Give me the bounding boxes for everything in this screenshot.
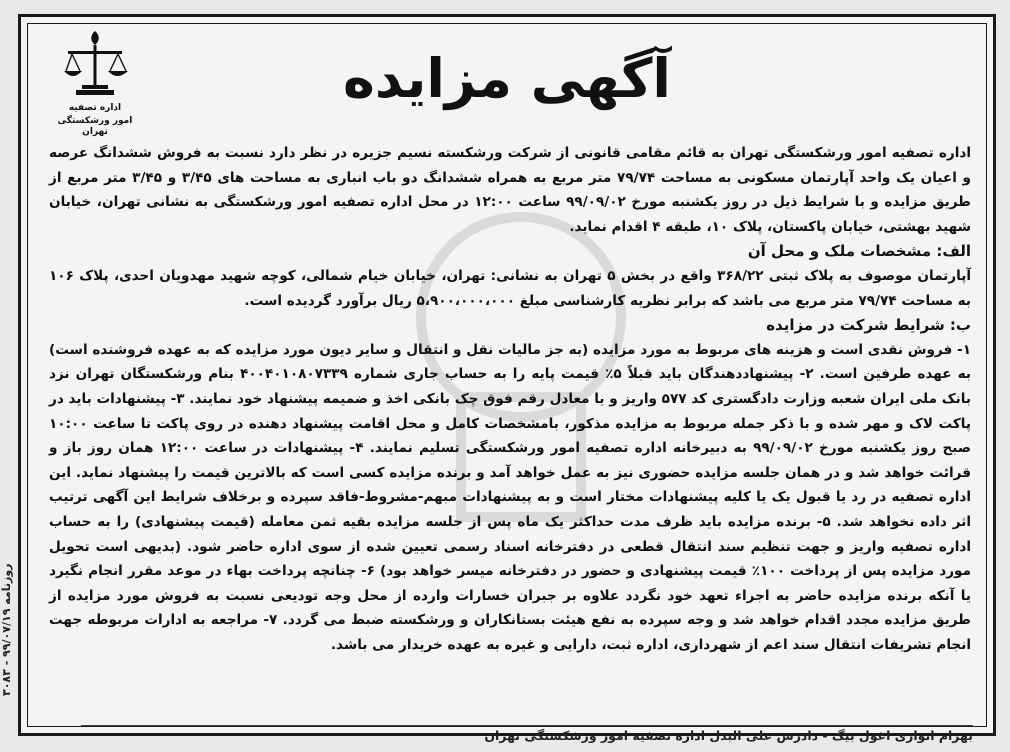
notice-title: آگهی مزایده [343,47,671,110]
notice-page [18,14,996,743]
section-b-text: ۱- فروش نقدی است و هزینه های مربوط به مورد مزایده (به جز مالیات نقل و انتقال و سایر دیون مورد مزایده که به عهده فروشنده است) به عهده طرفین است. ۲- پیشنهاددهندگان باید قبلاً ۵٪ قیمت پایه را به حساب جاری شماره ۴۰۰۴۰۱۰۸۰۷۳۳۹ بنام ورشکستگان تهران نزد بانک ملی ایران شعبه وزارت دادگستری کد ۵۷۷ واریز و یا معادل رقم فوق چک بانکی اخذ و ضمیمه پیشنهاد خود نمایند. ۳- پیشنهادات باید در پاکت لاک و مهر شده و با ذکر جمله مربوط به مزایده مذکور، بامشخصات کامل و محل اقامت پیشنهاد دهنده در روی پاکت تا ساعت ۱۰:۰۰ صبح روز یکشنبه مورخ ۹۹/۰۹/۰۲ به دبیرخانه اداره تصفیه امور ورشکستگی تسلیم نمایند. ۴- پیشنهادات در ساعت ۱۲:۰۰ همان روز باز و قرائت خواهد شد و در همان جلسه مزایده حضوری نیز به عمل خواهد آمد و برنده مزایده کسی است که بالاترین قیمت را پیشنهاد نماید. این اداره تصفیه در رد یا قبول یک یا کلیه پیشنهادات مختار است و به پیشنهادات مبهم-مشروط-فاقد سپرده و برخلاف شرایط این آگهی ترتیب اثر داده نخواهد شد. ۵- برنده مزایده باید ظرف مدت حداکثر یک ماه پس از جلسه مزایده بقیه ثمن معامله (قیمت پیشنهادی) را به حساب اداره تصفیه واریز و جهت تنظیم سند انتقال قطعی در دفترخانه اسناد رسمی تعیین شده از سوی اداره حاضر شود. (بدیهی است تحویل مورد مزایده پس از پرداخت ۱۰۰٪ قیمت پیشنهادی و حضور در دفترخانه میسر خواهد بود) ۶- چنانچه پرداخت بهاء در موعد مقرر انجام نگیرد یا آنکه برنده مزایده حاضر به اجراء تعهد خود نگردد علاوه بر جبران خسارات وارده از محل وجه تودیعی نسبت به فروش مورد مزایده از طریق مزایده مجدد اقدام خواهد شد و وجه سپرده به نفع هیئت بستانکاران و ورشکسته ضبط می گردد. ۷- مراجعه به ادارات مربوطه جهت انجام تشریفات انتقال سند اعم از شهرداری، اداره ثبت، دارایی و غیره به عهده خریدار می باشد. [49,341,971,653]
newspaper-date-strip: روزنامه ۹۹/۰۷/۱۹ - ۳۰۸۳ [0,563,13,697]
intro-text: به قائم مقامی قانونی از شرکت ورشکسته نسیم جزیره در نظر دارد نسبت به فروش ششدانگ عرصه و اعیان یک واحد آپارتمان مسکونی به مساحت ۷۹/۷۴ متر مربع به همراه ششدانگ دو باب انباری به مساحت های ۳/۴۵ و ۳/۴۵ متر مربع از طریق مزایده و با شرایط ذیل در روز یکشنبه مورخ ۹۹/۰۹/۰۲ ساعت ۱۲:۰۰ در محل اداره تصفیه امور ورشکستگی به نشانی تهران، خیابان شهید بهشتی، خیابان پاکستان، پلاک ۱۰، طبقه ۴ اقدام نماید. [49,145,971,235]
section-a-text: آپارتمان موصوف به پلاک ثبتی ۳۶۸/۲۲ واقع در بخش ۵ تهران به نشانی: تهران، خیابان خیام شمالی، کوچه شهید مهدویان احدی، پلاک ۱۰۶ به مساحت ۷۹/۷۴ متر مربع می باشد که برابر نظریه کارشناسی مبلغ ۵،۹۰۰،۰۰۰،۰۰۰ ریال برآورد گردیده است. [49,267,971,309]
section-b-heading: ب: شرایط شرکت در مزایده [766,316,971,335]
emblem-org-line2: امور ورشکستگی تهران [57,116,133,137]
intro-org-name: اداره تصفیه امور ورشکستگی تهران [729,145,971,161]
section-a-heading: الف: مشخصات ملک و محل آن [747,242,971,261]
notice-body [49,141,971,657]
emblem-org-line1: اداره تصفیه [68,103,122,113]
intro-paragraph [49,141,971,239]
signature-footer: بهرام انواری اغول بیگ - دادرس علی البدل اداره تصفیه امور ورشکستگی تهران [81,725,973,752]
